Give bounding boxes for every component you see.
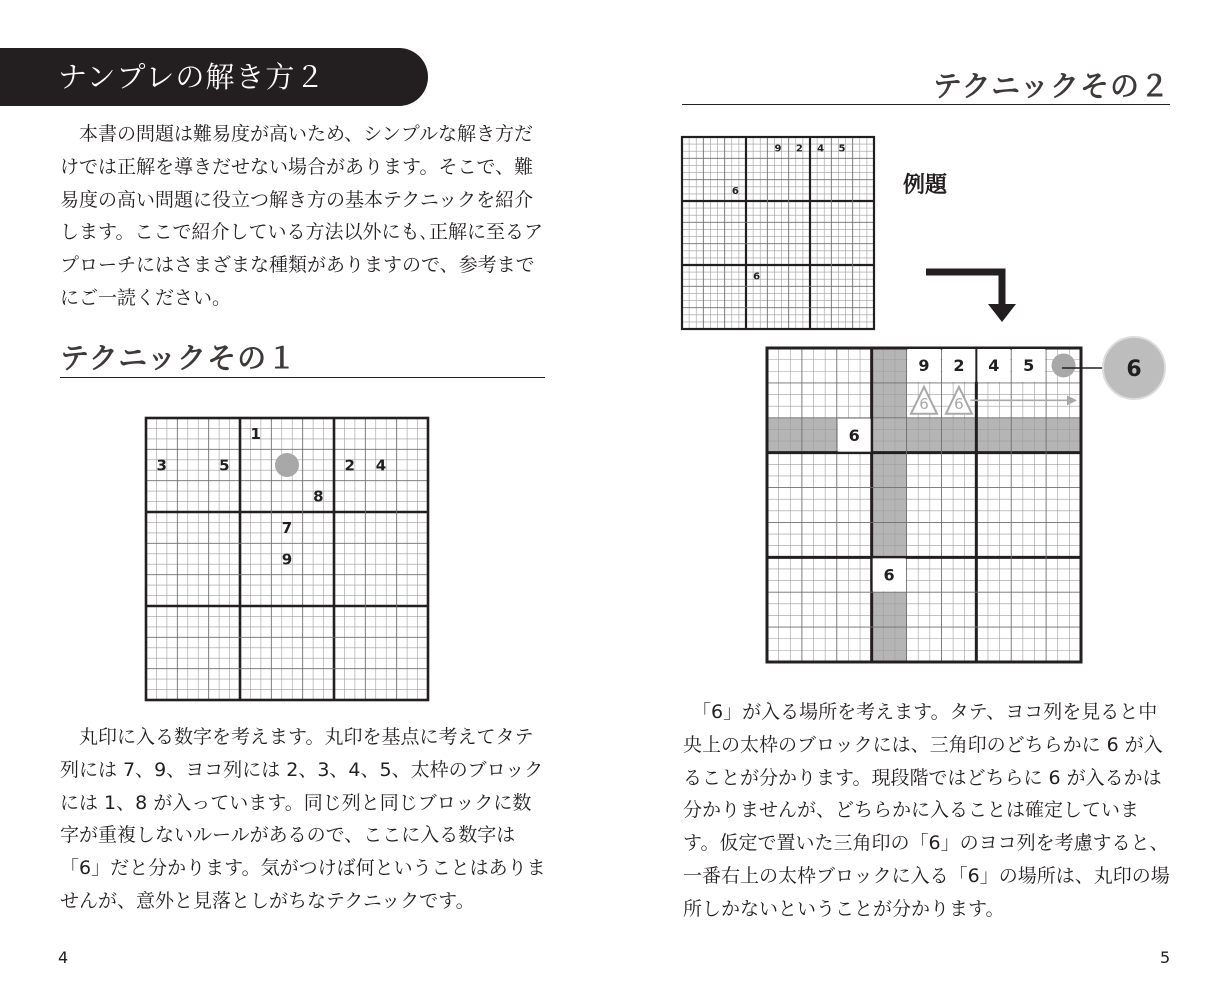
- shaded-cell: [872, 627, 907, 662]
- page-title: ナンプレの解き方２: [58, 60, 326, 94]
- page-number-left: 4: [58, 948, 69, 967]
- technique2-heading: テクニックその２: [932, 69, 1170, 103]
- down-arrow-icon: [924, 266, 1020, 324]
- shaded-cell: [872, 592, 907, 627]
- technique2-rule: [682, 104, 1170, 105]
- grid-digit: 6: [753, 271, 761, 283]
- target-circle: [275, 453, 299, 477]
- shaded-cell: [1011, 418, 1046, 453]
- grid-digit: 4: [817, 143, 825, 155]
- page-number-right: 5: [1160, 948, 1171, 967]
- grid-digit: 3: [156, 456, 167, 475]
- grid-digit: 5: [219, 456, 230, 475]
- grid-digit: 2: [953, 356, 965, 376]
- grid-digit: 6: [883, 565, 895, 585]
- grid-digit: 6: [731, 185, 739, 197]
- grid-digit: 2: [795, 143, 803, 155]
- grid-digit: 6: [848, 425, 860, 445]
- shaded-cell: [802, 418, 837, 453]
- shaded-cell: [907, 418, 942, 453]
- grid-digit: 5: [838, 143, 846, 155]
- answer-digit: 6: [1126, 357, 1142, 382]
- triangle-digit: 6: [919, 394, 929, 413]
- shaded-cell: [872, 522, 907, 557]
- shaded-cell: [872, 348, 907, 383]
- shaded-cell: [941, 418, 976, 453]
- technique1-rule: [60, 377, 545, 378]
- intro-paragraph: 本書の問題は難易度が高いため、シンプルな解き方だけでは正解を導きだせない場合があります。そこで、難易度の高い問題に役立つ解き方の基本テクニックを紹介します。ここで紹介している方法以外にも､正解に至るアプローチにはさまざまな種類がありますので、参考までにご一読ください。: [60, 123, 543, 309]
- technique2-example-grid: [682, 137, 874, 329]
- technique2-solution-grid: [767, 348, 1081, 662]
- shaded-cell: [872, 418, 907, 453]
- grid-digit: 5: [1023, 356, 1035, 376]
- shaded-cell: [976, 418, 1011, 453]
- technique1-sudoku-grid: [146, 418, 428, 700]
- grid-digit: 7: [281, 519, 293, 538]
- grid-digit: 4: [375, 456, 387, 475]
- shaded-cell: [767, 418, 802, 453]
- answer-circle: [1060, 334, 1172, 404]
- grid-digit: 9: [281, 550, 293, 569]
- grid-digit: 8: [313, 487, 324, 506]
- shaded-cell: [872, 488, 907, 523]
- shaded-cell: [1046, 418, 1081, 453]
- shaded-cell: [872, 453, 907, 488]
- grid-digit: 2: [344, 456, 355, 475]
- triangle-digit: 6: [954, 394, 964, 413]
- grid-digit: 1: [250, 425, 261, 444]
- example-label: 例題: [903, 173, 948, 198]
- technique1-heading: テクニックその１: [60, 341, 298, 375]
- grid-digit: 4: [988, 356, 1000, 376]
- grid-digit: 9: [918, 356, 930, 376]
- shaded-cell: [872, 383, 907, 418]
- technique2-body: 「6」が入る場所を考えます。タテ、ヨコ列を見ると中央上の太枠のブロックには、三角印のどちらかに 6 が入ることが分かります。現段階ではどちらに 6 が入るかは分かりませんが、どちらかに入ることは確定しています。仮定で置いた三角印の「6」のヨコ列を考慮すると、一番右上の太枠ブロックに入る「6」の場所は、丸印の場所しかないということが分かります。: [683, 701, 1170, 920]
- grid-digit: 9: [774, 143, 782, 155]
- technique1-body: 丸印に入る数字を考えます。丸印を基点に考えてタテ列には 7、9、ヨコ列には 2、3、4、5、太枠のブロックには 1、8 が入っています。同じ列と同じブロックに数字が重複しないルールがあるので、ここに入る数字は「6」だと分かります。気がつけば何ということはありませんが、意外と見落としがちなテクニックです。: [60, 726, 546, 912]
